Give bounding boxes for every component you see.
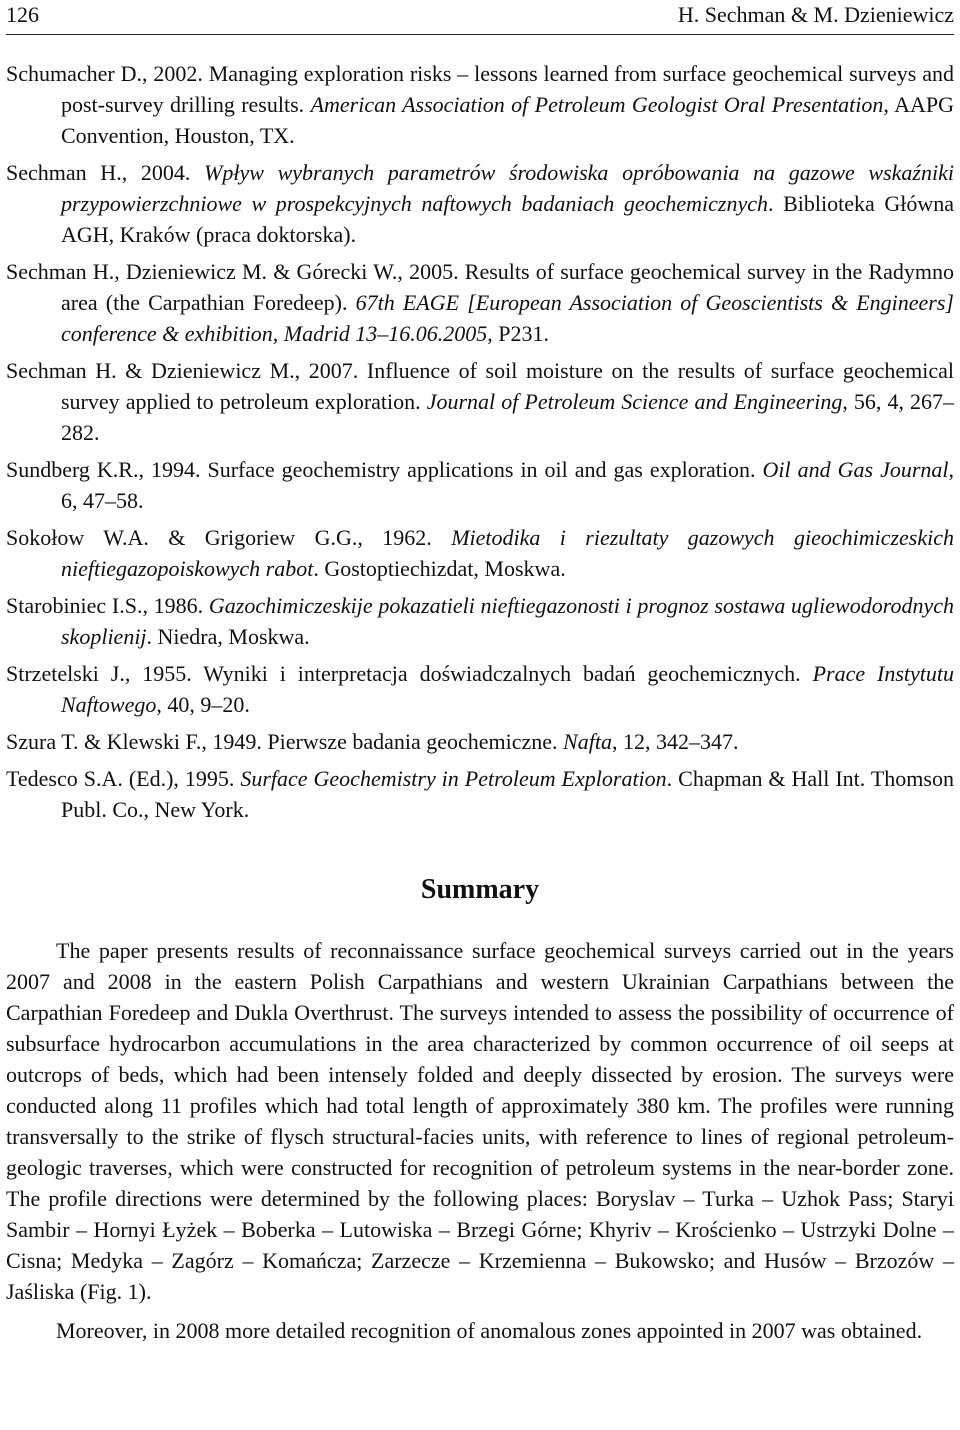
page-header bbox=[6, 0, 954, 34]
reference-source: American Association of Petroleum Geologist Oral Presentation bbox=[310, 92, 884, 117]
summary-paragraph: The paper presents results of reconnaissance surface geochemical surveys carried out in the years 2007 and 2008 in the eastern Polish Carpathians and western Ukrainian Carpathians between the Carpathian Foredeep and Dukla Overthrust. The surveys intended to assess the possibility of occurrence of subsurface hydrocarbon accumulations in the area characterized by common occurrence of oil seeps at outcrops of beds, which had been intensely folded and deeply dissected by erosion. The surveys were conducted along 11 profiles which had total length of approximately 380 km. The profiles were running transversally to the strike of flysch structural-facies units, with reference to lines of regional petroleum-geologic traverses, which were constructed for recognition of petroleum systems in the near-border zone. The profile directions were determined by the following places: Boryslav – Turka – Uzhok Pass; Staryi Sambir – Hornyi Łyżek – Boberka – Lutowiska – Brzegi Górne; Khyriv – Krościenko – Ustrzyki Dolne – Cisna; Medyka – Zagórz – Komańcza; Zarzecze – Krzemienna – Bukowsko; and Husów – Brzozów – Jaśliska (Fig. 1). bbox=[6, 938, 954, 1304]
reference-source: Nafta bbox=[563, 729, 612, 754]
reference-details: , 56, 4, 267–282. bbox=[61, 389, 955, 445]
reference-text: Sundberg K.R., 1994. Surface geochemistry applications in oil and gas exploration. bbox=[6, 457, 763, 482]
reference-text: Tedesco S.A. (Ed.), 1995. bbox=[6, 766, 241, 791]
reference-source: Surface Geochemistry in Petroleum Exploration bbox=[240, 766, 667, 791]
reference-text: Szura T. & Klewski F., 1949. Pierwsze badania geochemiczne. bbox=[6, 729, 564, 754]
reference-item bbox=[6, 157, 954, 250]
reference-text: Strzetelski J., 1955. Wyniki i interpretacja doświadczalnych badań geochemicznych. bbox=[6, 661, 813, 686]
reference-text: Sokołow W.A. & Grigoriew G.G., 1962. bbox=[6, 525, 452, 550]
reference-details: . Niedra, Moskwa. bbox=[146, 624, 310, 649]
running-head: H. Sechman & M. Dzieniewicz bbox=[677, 2, 954, 27]
reference-text: Sechman H., Dzieniewicz M. & Górecki W., 2005. Results of surface geochemical survey in the Radymno area (the Carpathian Foredeep). bbox=[6, 259, 954, 315]
reference-details: , P231. bbox=[487, 321, 550, 346]
reference-source: Prace Instytutu Naftowego bbox=[61, 661, 954, 717]
reference-item bbox=[6, 256, 954, 349]
reference-item bbox=[6, 658, 954, 720]
reference-text: Starobiniec I.S., 1986. bbox=[6, 593, 209, 618]
reference-item bbox=[6, 454, 954, 516]
reference-source: Mietodika i riezultaty gazowych gieochimiczeskich nieftiegazopoiskowych rabot bbox=[61, 525, 955, 581]
reference-details: , 12, 342–347. bbox=[611, 729, 739, 754]
reference-details: , AAPG Convention, Houston, TX. bbox=[61, 92, 954, 148]
reference-details: , 40, 9–20. bbox=[156, 692, 250, 717]
reference-source: Oil and Gas Journal bbox=[762, 457, 949, 482]
page-number: 126 bbox=[6, 2, 39, 27]
reference-item bbox=[6, 726, 954, 757]
reference-item bbox=[6, 58, 954, 151]
reference-item bbox=[6, 355, 954, 448]
reference-text: Sechman H., 2004. bbox=[6, 160, 205, 185]
references-list bbox=[6, 58, 954, 831]
reference-details: . Chapman & Hall Int. Thomson Publ. Co., New York. bbox=[61, 766, 954, 822]
summary-heading: Summary bbox=[420, 874, 540, 905]
reference-item bbox=[6, 763, 954, 825]
reference-source: 67th EAGE [European Association of Geoscientists & Engineers] conference & exhibition, Madrid 13–16.06.2005 bbox=[61, 290, 954, 346]
summary-body bbox=[6, 935, 954, 1346]
reference-source: Wpływ wybranych parametrów środowiska opróbowania na gazowe wskaźniki przypowierzchniowe w prospekcyjnych naftowych badaniach geochemicznych bbox=[61, 160, 954, 216]
reference-details: . Gostoptiechizdat, Moskwa. bbox=[313, 556, 566, 581]
reference-source: Journal of Petroleum Science and Engineering bbox=[426, 389, 843, 414]
reference-text: Schumacher D., 2002. Managing exploration risks – lessons learned from surface geochemical surveys and post-survey drilling results. bbox=[6, 61, 954, 117]
reference-details: . Biblioteka Główna AGH, Kraków (praca doktorska). bbox=[61, 191, 954, 247]
reference-item bbox=[6, 590, 954, 652]
summary-paragraph: Moreover, in 2008 more detailed recognition of anomalous zones appointed in 2007 was obtained. bbox=[56, 1318, 923, 1343]
reference-text: Sechman H. & Dzieniewicz M., 2007. Influence of soil moisture on the results of surface geochemical survey applied to petroleum exploration. bbox=[6, 358, 954, 414]
reference-details: , 6, 47–58. bbox=[61, 457, 955, 513]
reference-source: Gazochimiczeskije pokazatieli nieftiegazonosti i prognoz sostawa ugliewodorodnych skoplienij bbox=[61, 593, 954, 649]
reference-item bbox=[6, 522, 954, 584]
header-rule bbox=[6, 34, 954, 35]
